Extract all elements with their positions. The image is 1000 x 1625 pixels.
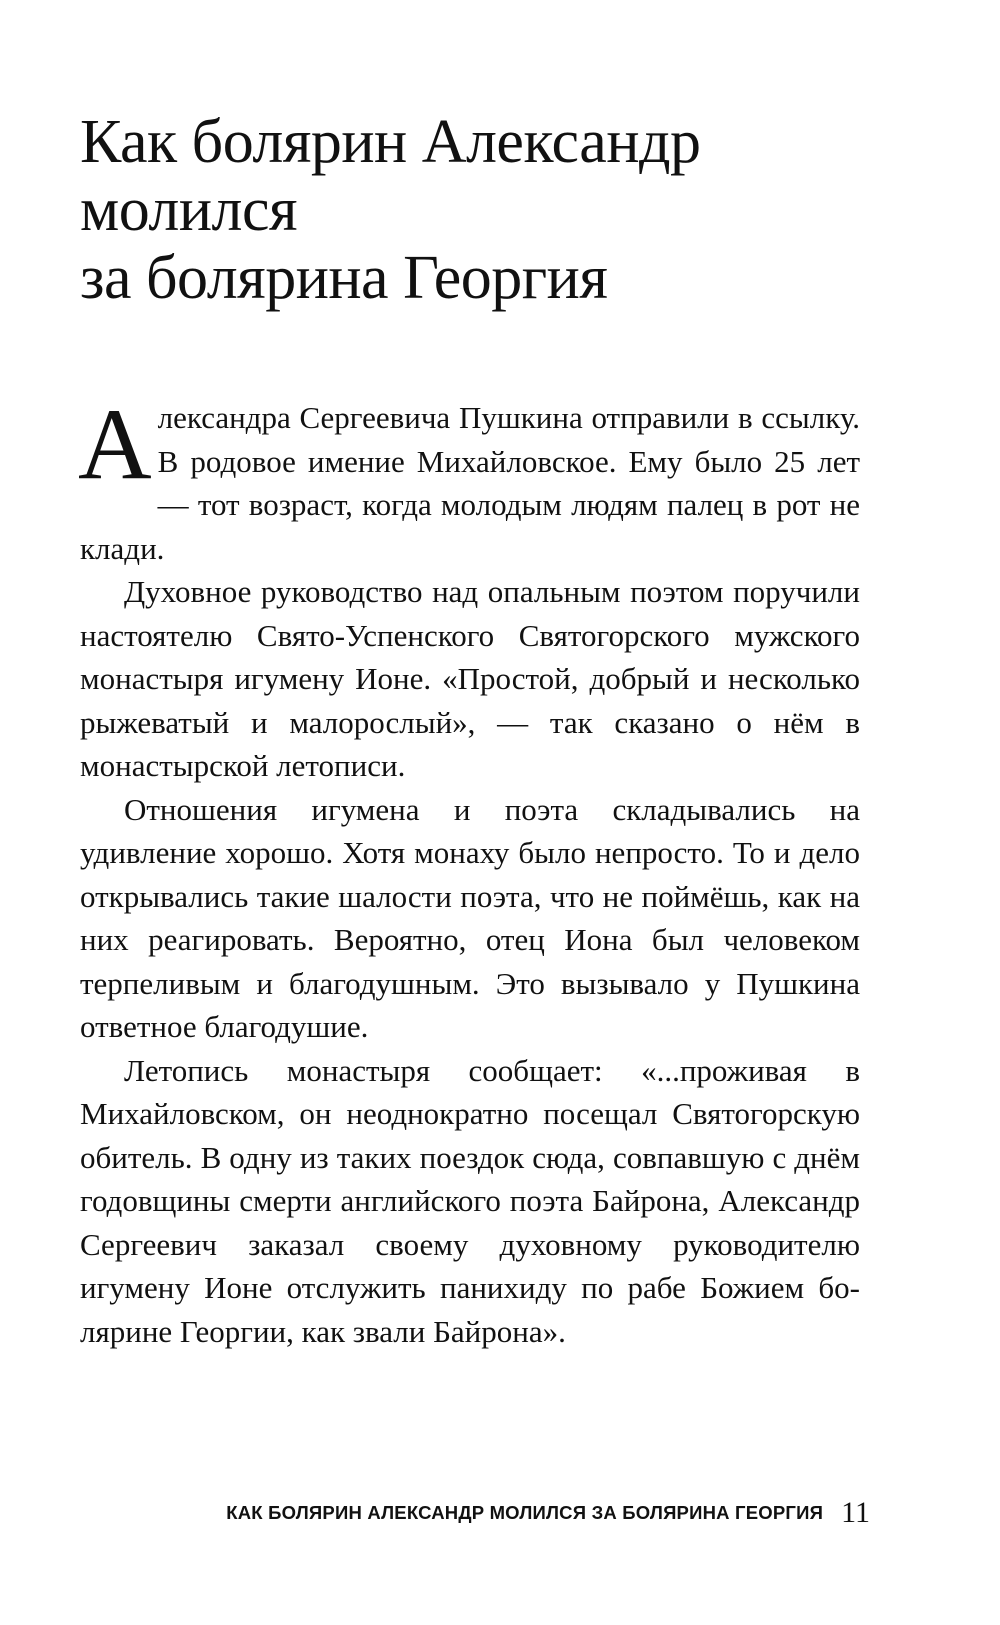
paragraph-1 — [78, 388, 860, 570]
page-number: 11 — [841, 1496, 870, 1529]
paragraph-4: Летопись монастыря сообщает: «...проживая в Михайловском, он неоднократно посещал Святогорскую обитель. В одну из таких поездок сюда, совпавшую с днём годовщины смерти английского поэта Байрона, Александр Сергеевич заказал своему духовному руководителю игумену Ионе отслужить панихиду по рабе Божием болярине Георгии, как звали Байрона». — [80, 1052, 860, 1349]
chapter-title — [80, 108, 920, 312]
body-text — [78, 388, 860, 1353]
running-title: КАК БОЛЯРИН АЛЕКСАНДР МОЛИЛСЯ ЗА БОЛЯРИНА ГЕОРГИЯ — [226, 1502, 824, 1523]
paragraph-1-text: лександра Сергеевича Пушкина отправили в ссылку. В родовое имение Михайловское. Ему было 25 лет — тот возраст, когда молодым людям палец в рот не клади. — [80, 400, 860, 566]
running-footer — [80, 1496, 870, 1530]
chapter-title-line-1: Как болярин Александр — [80, 108, 701, 176]
paragraph-2: Духовное руководство над опальным поэтом поручили настоятелю Свято-Успенского Святогорского мужского монастыря игумену Ионе. «Простой, добрый и несколько рыжеватый и малорослый», — так сказано о нём в монастырской летописи. — [80, 574, 860, 783]
paragraph-3: Отношения игумена и поэта складывались на удивление хорошо. Хотя монаху было непросто. То и дело открывались такие шалости поэта, что не поймёшь, как на них реагировать. Вероятно, отец Иона был человеком терпеливым и благодушным. Это вызывало у Пушкина ответное благодушие. — [80, 791, 860, 1044]
chapter-title-line-2: молился — [80, 176, 298, 244]
drop-cap: А — [78, 388, 152, 501]
chapter-title-line-3: за болярина Георгия — [80, 244, 608, 312]
